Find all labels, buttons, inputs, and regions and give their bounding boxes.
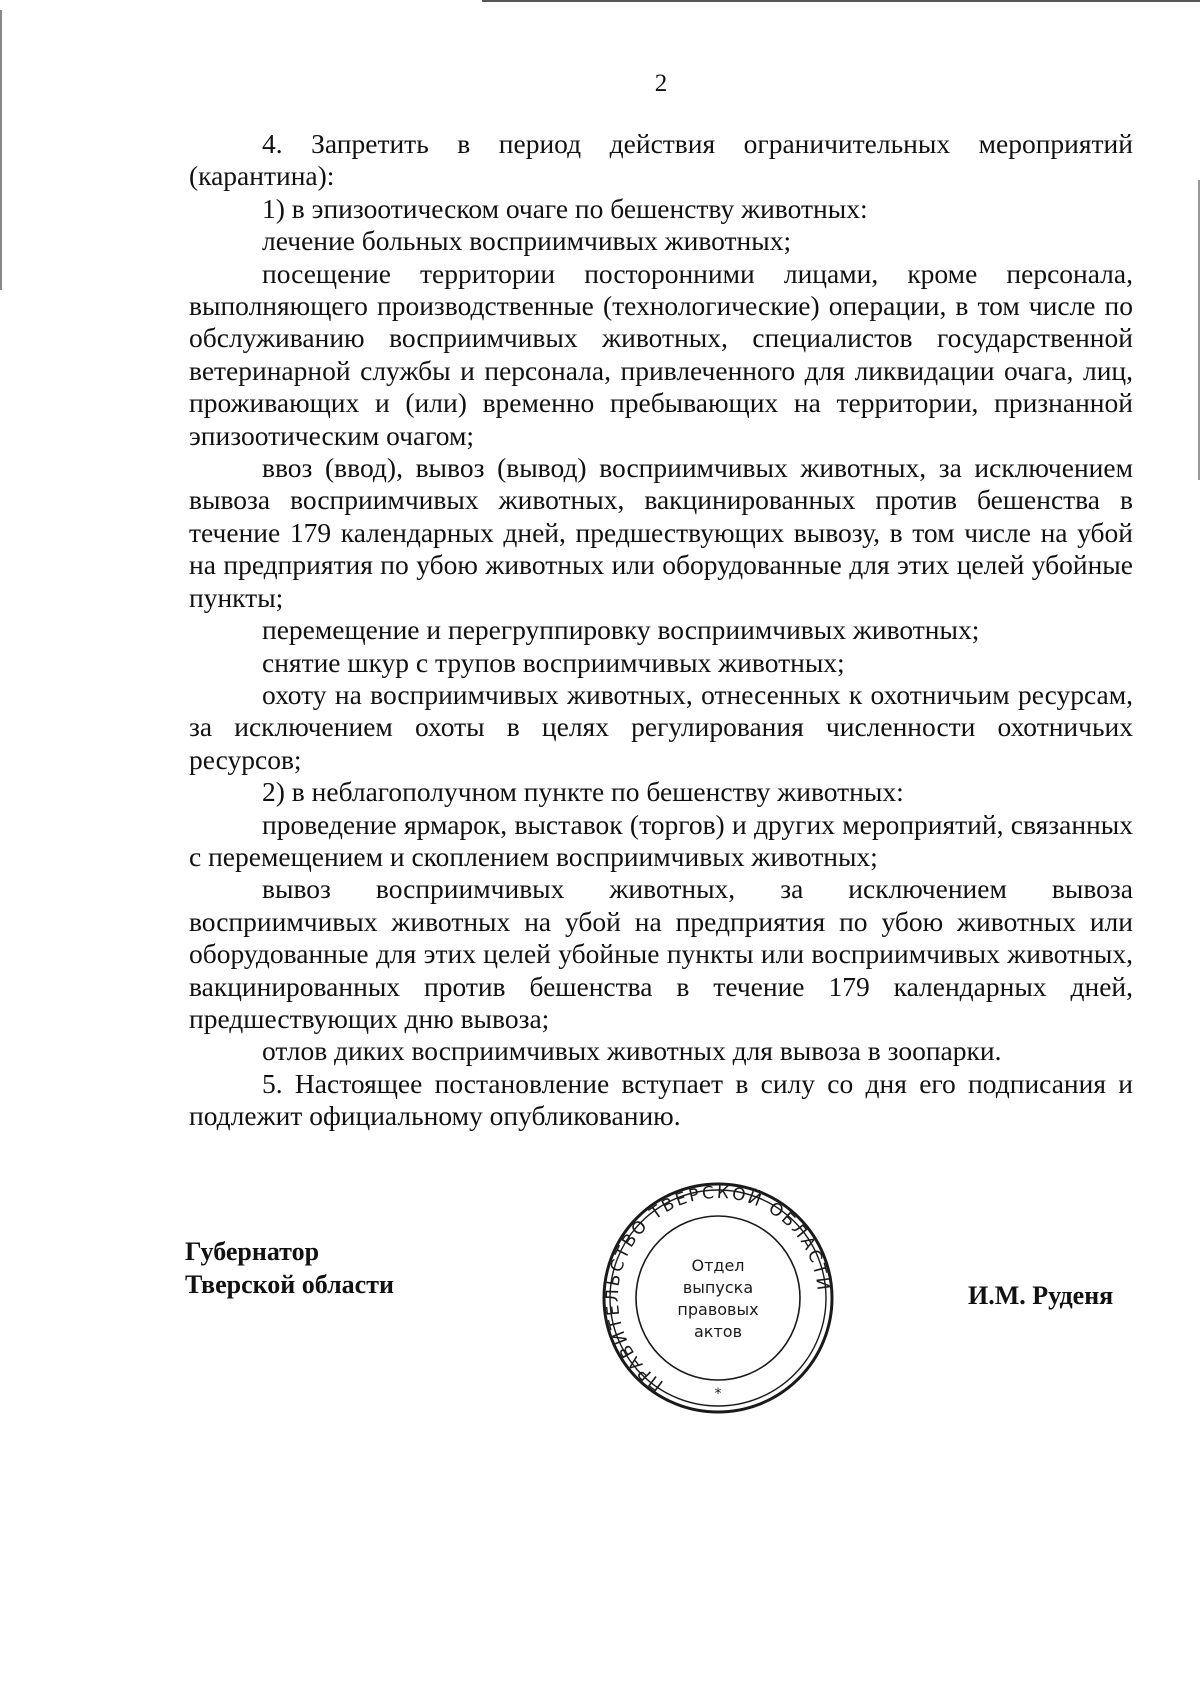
stamp-center-line-4: актов	[693, 1322, 743, 1341]
clause-4-1-item: охоту на восприимчивых животных, отнесенных к охотничьим ресурсам, за исключением охоты в целях регулирования численности охотничьих ресурсов;	[189, 678, 1133, 775]
stamp-center-line-2: выпуска	[682, 1278, 754, 1297]
signer-position-line-1: Губернатор	[185, 1237, 320, 1266]
clause-4-2-item: проведение ярмарок, выставок (торгов) и других мероприятий, связанных с перемещением и скоплением восприимчивых животных;	[189, 808, 1133, 872]
clause-4-2-heading: 2) в неблагополучном пункте по бешенству животных:	[262, 776, 904, 808]
signature-block	[0, 1180, 1200, 1430]
clause-4-1-item: снятие шкур с трупов восприимчивых животных;	[262, 646, 845, 678]
page-number: 2	[654, 70, 668, 97]
clause-4-1-heading: 1) в эпизоотическом очаге по бешенству животных:	[262, 192, 868, 224]
signer-position-line-2: Тверской области	[185, 1270, 394, 1299]
document-body	[189, 128, 1133, 1133]
stamp-inner-ring	[636, 1216, 800, 1380]
signer-name: И.М. Руденя	[968, 1281, 1114, 1310]
clause-4-2-item: вывоз восприимчивых животных, за исключением вывоза восприимчивых животных на убой на предприятия по убою животных или оборудованные для этих целей убойные пункты или восприимчивых животных, вакцинированных против бешенства в течение 179 календарных дней, предшествующих дню вывоза;	[189, 873, 1133, 1034]
signer-position	[185, 1235, 394, 1301]
stamp-center-line-3: правовых	[677, 1300, 759, 1319]
clause-5: 5. Настоящее постановление вступает в силу со дня его подписания и подлежит официальному опубликованию.	[189, 1067, 1133, 1132]
scan-edge-mark-top	[482, 0, 1200, 2]
scan-edge-mark-left	[0, 10, 2, 290]
stamp-star: *	[714, 1386, 722, 1402]
stamp-ring-text: ПРАВИТЕЛЬСТВО ТВЕРСКОЙ ОБЛАСТИ	[602, 1182, 834, 1395]
stamp-center-line-1: Отдел	[691, 1256, 745, 1275]
clause-4-2-item: отлов диких восприимчивых животных для вывоза в зоопарки.	[262, 1035, 1002, 1067]
clause-4-1-item: перемещение и перегруппировку восприимчивых животных;	[262, 614, 980, 646]
clause-4-intro: 4. Запретить в период действия ограничительных мероприятий (карантина):	[189, 128, 1133, 192]
official-stamp	[600, 1180, 836, 1416]
clause-4-1-item: лечение больных восприимчивых животных;	[262, 225, 792, 257]
clause-4-1-item: посещение территории посторонними лицами, кроме персонала, выполняющего производственные (технологические) операции, в том числе по обслуживанию восприимчивых животных, специалистов государственной ветеринарной службы и персонала, привлеченного для ликвидации очага, лиц, проживающих и (или) временно пребывающих на территории, признанной эпизоотическим очагом;	[189, 257, 1133, 451]
clause-4-1-item: ввоз (ввод), вывоз (вывод) восприимчивых животных, за исключением вывоза восприимчивых животных, вакцинированных против бешенства в течение 179 календарных дней, предшествующих вывозу, в том числе на убой на предприятия по убою животных или оборудованные для этих целей убойные пункты;	[189, 452, 1133, 613]
stamp-graphic	[600, 1180, 836, 1416]
